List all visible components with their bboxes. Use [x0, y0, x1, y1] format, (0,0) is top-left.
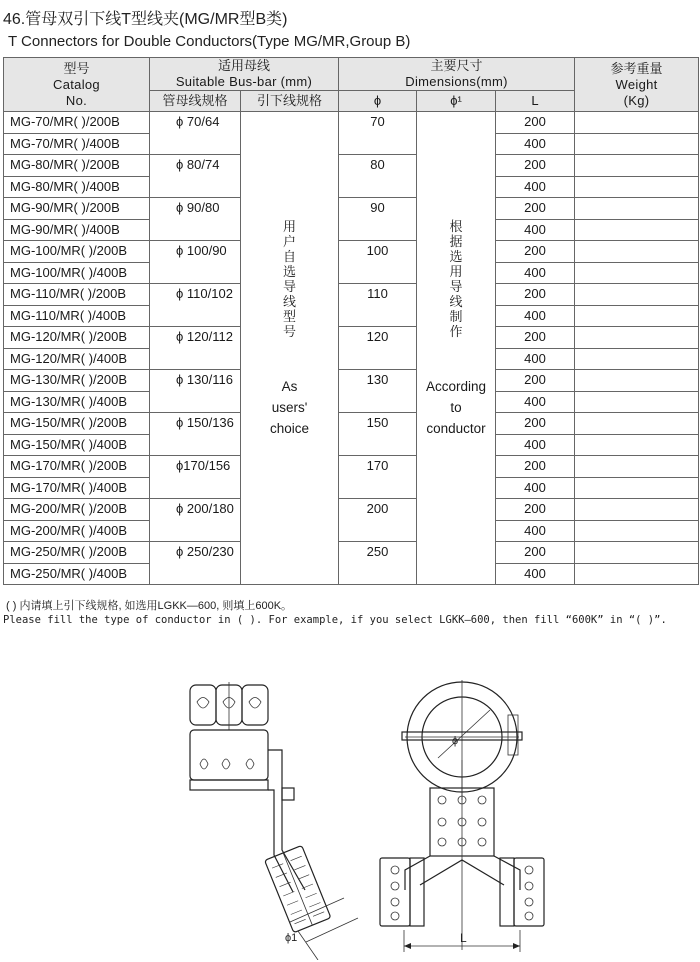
note-cn: ( ) 内请填上引下线规格, 如选用LGKK—600, 则填上600K。 — [6, 600, 293, 612]
header-phi: ϕ — [339, 91, 417, 112]
label-phi1: ϕ1 — [285, 932, 298, 944]
length-cell: 200 — [496, 499, 575, 521]
phi-cell: 70 — [339, 112, 417, 155]
length-cell: 400 — [496, 434, 575, 456]
catalog-cell: MG-90/MR( )/200B — [4, 198, 150, 220]
length-cell: 200 — [496, 327, 575, 349]
header-phi1: ϕ¹ — [417, 91, 496, 112]
catalog-cell: MG-100/MR( )/400B — [4, 262, 150, 284]
tube-spec-cell: ϕ170/156 — [150, 456, 241, 499]
weight-cell — [575, 370, 699, 392]
catalog-cell: MG-130/MR( )/200B — [4, 370, 150, 392]
table-row — [4, 499, 699, 521]
note-en: Please fill the type of conductor in ( ). For example, if you select LGKK—600, then fill “600K” in “( )”. — [3, 614, 667, 626]
length-cell: 200 — [496, 112, 575, 134]
tube-spec-cell: ϕ 70/64 — [150, 112, 241, 155]
length-cell: 400 — [496, 520, 575, 542]
tube-spec-cell: ϕ 200/180 — [150, 499, 241, 542]
length-cell: 400 — [496, 262, 575, 284]
length-cell: 400 — [496, 391, 575, 413]
weight-cell — [575, 499, 699, 521]
weight-cell — [575, 348, 699, 370]
phi1-merged-cell — [417, 112, 496, 585]
weight-cell — [575, 284, 699, 306]
catalog-cell: MG-110/MR( )/400B — [4, 305, 150, 327]
label-phi: ϕ — [452, 735, 459, 747]
phi-cell: 90 — [339, 198, 417, 241]
header-catalog: 型号 Catalog No. — [4, 58, 150, 112]
page-title-cn: 46.管母双引下线T型线夹(MG/MR型B类) — [3, 11, 288, 28]
table-row — [4, 284, 699, 306]
weight-cell — [575, 413, 699, 435]
weight-cell — [575, 241, 699, 263]
weight-cell — [575, 133, 699, 155]
tube-spec-cell: ϕ 120/112 — [150, 327, 241, 370]
header-bus-bar: 适用母线 Suitable Bus-bar (mm) — [150, 58, 339, 91]
length-cell: 400 — [496, 477, 575, 499]
length-cell: 200 — [496, 456, 575, 478]
length-cell: 200 — [496, 413, 575, 435]
weight-cell — [575, 176, 699, 198]
spec-table-body — [4, 112, 699, 585]
weight-cell — [575, 477, 699, 499]
tube-spec-cell: ϕ 80/74 — [150, 155, 241, 198]
page-title-en: T Connectors for Double Conductors(Type MG/MR,Group B) — [8, 33, 411, 50]
phi-cell: 170 — [339, 456, 417, 499]
header-tube-spec: 管母线规格 — [150, 91, 241, 112]
length-cell: 400 — [496, 219, 575, 241]
phi-cell: 120 — [339, 327, 417, 370]
length-cell: 200 — [496, 542, 575, 564]
catalog-cell: MG-120/MR( )/400B — [4, 348, 150, 370]
catalog-cell: MG-70/MR( )/400B — [4, 133, 150, 155]
phi-cell: 80 — [339, 155, 417, 198]
weight-cell — [575, 563, 699, 585]
catalog-cell: MG-70/MR( )/200B — [4, 112, 150, 134]
weight-cell — [575, 198, 699, 220]
catalog-cell: MG-200/MR( )/400B — [4, 520, 150, 542]
catalog-cell: MG-250/MR( )/200B — [4, 542, 150, 564]
weight-cell — [575, 542, 699, 564]
weight-cell — [575, 456, 699, 478]
phi-cell: 150 — [339, 413, 417, 456]
catalog-cell: MG-170/MR( )/200B — [4, 456, 150, 478]
catalog-cell: MG-110/MR( )/200B — [4, 284, 150, 306]
tube-spec-cell: ϕ 150/136 — [150, 413, 241, 456]
table-row — [4, 198, 699, 220]
length-cell: 200 — [496, 370, 575, 392]
label-length: L — [460, 931, 467, 945]
length-cell: 400 — [496, 305, 575, 327]
table-row — [4, 370, 699, 392]
weight-cell — [575, 391, 699, 413]
phi-cell: 100 — [339, 241, 417, 284]
technical-drawing — [0, 660, 700, 960]
header-weight: 参考重量 Weight (Kg) — [575, 58, 699, 112]
vertical-text-conductor: 根据选用导线制作 — [449, 219, 463, 339]
header-length: L — [496, 91, 575, 112]
spec-table — [3, 57, 699, 585]
catalog-cell: MG-120/MR( )/200B — [4, 327, 150, 349]
catalog-cell: MG-150/MR( )/400B — [4, 434, 150, 456]
length-cell: 400 — [496, 563, 575, 585]
header-dimensions: 主要尺寸 Dimensions(mm) — [339, 58, 575, 91]
table-row — [4, 155, 699, 177]
side-view-drawing — [190, 682, 358, 960]
table-row — [4, 456, 699, 478]
phi-cell: 200 — [339, 499, 417, 542]
weight-cell — [575, 520, 699, 542]
tube-spec-cell: ϕ 110/102 — [150, 284, 241, 327]
vertical-text-users: 用户自选导线型号 — [282, 219, 296, 339]
length-cell: 400 — [496, 176, 575, 198]
table-row — [4, 327, 699, 349]
weight-cell — [575, 327, 699, 349]
length-cell: 200 — [496, 198, 575, 220]
weight-cell — [575, 434, 699, 456]
weight-cell — [575, 155, 699, 177]
according-to-conductor-text: According to conductor — [425, 379, 487, 436]
front-view-drawing — [380, 680, 544, 952]
catalog-cell: MG-80/MR( )/400B — [4, 176, 150, 198]
length-cell: 200 — [496, 155, 575, 177]
tube-spec-cell: ϕ 250/230 — [150, 542, 241, 585]
catalog-cell: MG-150/MR( )/200B — [4, 413, 150, 435]
phi-cell: 130 — [339, 370, 417, 413]
table-row — [4, 413, 699, 435]
lead-spec-merged-cell — [241, 112, 339, 585]
tube-spec-cell: ϕ 100/90 — [150, 241, 241, 284]
length-cell: 200 — [496, 241, 575, 263]
length-cell: 400 — [496, 133, 575, 155]
weight-cell — [575, 305, 699, 327]
weight-cell — [575, 112, 699, 134]
weight-cell — [575, 219, 699, 241]
users-choice-text: As users' choice — [269, 379, 310, 436]
tube-spec-cell: ϕ 130/116 — [150, 370, 241, 413]
tube-spec-cell: ϕ 90/80 — [150, 198, 241, 241]
catalog-cell: MG-130/MR( )/400B — [4, 391, 150, 413]
catalog-cell: MG-100/MR( )/200B — [4, 241, 150, 263]
phi-cell: 110 — [339, 284, 417, 327]
catalog-cell: MG-170/MR( )/400B — [4, 477, 150, 499]
header-lead-spec: 引下线规格 — [241, 91, 339, 112]
catalog-cell: MG-90/MR( )/400B — [4, 219, 150, 241]
table-row — [4, 542, 699, 564]
catalog-cell: MG-200/MR( )/200B — [4, 499, 150, 521]
phi-cell: 250 — [339, 542, 417, 585]
length-cell: 400 — [496, 348, 575, 370]
length-cell: 200 — [496, 284, 575, 306]
table-row — [4, 241, 699, 263]
weight-cell — [575, 262, 699, 284]
table-row — [4, 112, 699, 134]
catalog-cell: MG-250/MR( )/400B — [4, 563, 150, 585]
catalog-cell: MG-80/MR( )/200B — [4, 155, 150, 177]
